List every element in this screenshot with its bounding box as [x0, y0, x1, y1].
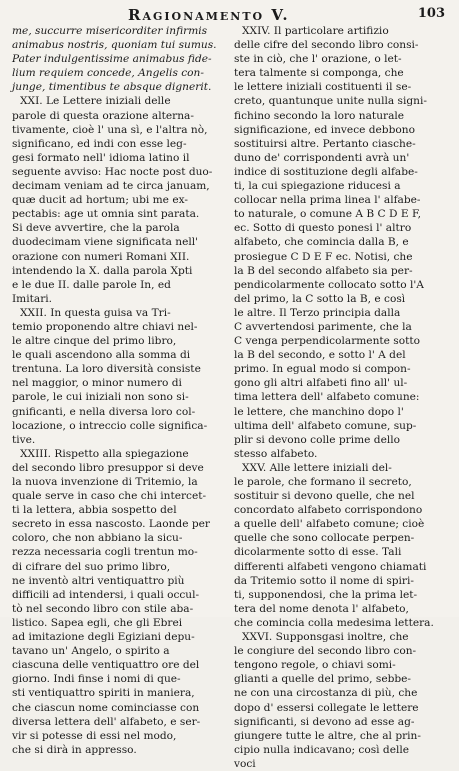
text-line: locazione, o intreccio colle significa-	[12, 419, 208, 432]
text-line: C venga perpendicolarmente sotto	[234, 335, 420, 348]
text-line: rezza necessaria cogli trentun mo-	[12, 546, 198, 559]
text-line: nel maggior, o minor numero di	[12, 377, 182, 390]
text-line: differenti alfabeti vengono chiamati	[234, 560, 427, 573]
text-line: tive.	[12, 433, 36, 446]
text-line: ste in ciò, che l' orazione, o let-	[234, 53, 402, 66]
text-line: giungere tutte le altre, che al prin-	[234, 729, 421, 742]
text-line: quæ ducit ad hortum; ubi me ex-	[12, 194, 188, 207]
text-line: ne inventò altri ventiquattro più	[12, 574, 185, 587]
text-line: pectabis: age ut omnia sint parata.	[12, 208, 200, 221]
text-line: delle cifre del secondo libro consi-	[234, 39, 419, 52]
text-line: ultima dell' alfabeto comune, sup-	[234, 419, 417, 432]
text-line: duno de' corrispondenti avrà un'	[234, 151, 410, 164]
text-line: secreto in essa nascosto. Laonde per	[12, 518, 210, 531]
text-line: XXII. In questa guisa va Tri-	[20, 306, 171, 319]
text-line: gnificanti, e nella diversa loro col-	[12, 405, 196, 418]
text-line: significano, ed indi con esse leg-	[12, 137, 187, 150]
text-line: alfabeto, che comincia dalla B, e	[234, 236, 409, 249]
text-line: gono gli altri alfabeti fino all' ul-	[234, 377, 408, 390]
running-title: Ragionamento V.	[128, 6, 290, 24]
text-line: le lettere iniziali costituenti il se-	[234, 81, 412, 94]
text-line: creto, quantunque unite nulla signi-	[234, 95, 427, 108]
text-line: cipio nulla indicavano; così delle	[234, 743, 410, 756]
text-line: parole, le cui iniziali non sono si-	[12, 391, 189, 404]
text-line: ciascuna delle ventiquattro ore del	[12, 659, 200, 672]
text-line: dicolarmente sotto di esse. Tali	[234, 546, 402, 559]
text-line: che comincia colla medesima lettera.	[234, 616, 434, 629]
text-line: sti ventiquattro spiriti in maniera,	[12, 687, 195, 700]
text-line: le quali ascendono alla somma di	[12, 349, 191, 362]
text-line: ne con una circostanza di più, che	[234, 687, 418, 700]
text-line: tivamente, cioè l' una sì, e l'altra nò,	[12, 123, 208, 136]
text-line: la B del secondo alfabeto sia per-	[234, 264, 413, 277]
text-line: ec. Sotto di questo ponesi l' altro	[234, 222, 412, 235]
text-line: le parole, che formano il secreto,	[234, 476, 412, 488]
text-line: Si deve avvertire, che la parola	[12, 222, 180, 235]
text-line: la B del secondo, e sotto l' A del	[234, 349, 406, 362]
text-line: da Tritemio sotto il nome di spiri-	[234, 574, 414, 587]
text-line: che ciascun nome cominciasse con	[12, 701, 200, 714]
text-line: tera del nome denota l' alfabeto,	[234, 602, 409, 615]
text-line: junge, timentibus te absque dignerit.	[12, 81, 212, 94]
text-line: e le due II. dalle parole In, ed	[12, 278, 171, 291]
text-line: seguente avviso: Hac nocte post duo-	[12, 165, 213, 178]
text-line: XXI. Le Lettere iniziali delle	[20, 95, 171, 108]
text-line: difficili ad intendersi, i quali occul-	[12, 588, 200, 601]
text-line: le lettere, che manchino dopo l'	[234, 405, 404, 418]
text-line: intendendo la X. dalla parola Xpti	[12, 264, 193, 277]
text-line: che si dirà in appresso.	[12, 743, 137, 756]
text-line: significanti, si devono ad esse ag-	[234, 715, 415, 728]
text-line: di cifrare del suo primo libro,	[12, 560, 171, 573]
text-line: giorno. Indi finse i nomi di que-	[12, 673, 181, 686]
text-line: decimam veniam ad te circa januam,	[12, 180, 210, 193]
text-line: Pater indulgentissime animabus fide-	[12, 53, 212, 66]
text-line: C avvertendosi parimente, che la	[234, 320, 412, 333]
text-line: concordato alfabeto corrispondono	[234, 504, 423, 517]
text-line: listico. Sapea egli, che gli Ebrei	[12, 616, 183, 629]
text-line: significazione, ed invece debbono	[234, 123, 415, 136]
text-line: tò nel secondo libro con stile aba-	[12, 602, 194, 615]
text-line: orazione con numeri Romani XII.	[12, 250, 190, 263]
text-line: XXIII. Rispetto alla spiegazione	[20, 447, 189, 460]
text-line: diversa lettera dell' alfabeto, e ser-	[12, 715, 201, 728]
left-text-column	[12, 24, 226, 756]
text-line: ti, la cui spiegazione riducesi a	[234, 180, 401, 193]
text-line: to naturale, o comune A B C D E F,	[234, 208, 422, 221]
text-line: ti, supponendosi, che la prima let-	[234, 588, 418, 601]
text-line: la nuova invenzione di Tritemio, la	[12, 476, 198, 488]
text-line: le congiure del secondo libro con-	[234, 645, 417, 658]
text-line: dopo d' essersi collegate le lettere	[234, 701, 419, 714]
text-line: XXIV. Il particolare artifizio	[242, 25, 389, 37]
text-line: le altre cinque del primo libro,	[12, 335, 177, 348]
text-line: del primo, la C sotto la B, e così	[234, 292, 406, 305]
text-line: plir si devono colle prime dello	[234, 433, 401, 446]
text-line: tavano un' Angelo, o spirito a	[12, 645, 170, 658]
page-number: 103	[417, 6, 445, 21]
text-line: quale serve in caso che chi intercet-	[12, 490, 207, 503]
text-line: le altre. Il Terzo principia dalla	[234, 306, 401, 319]
text-line: quelle che sono collocate perpen-	[234, 532, 415, 545]
text-line: voci	[234, 757, 256, 770]
text-line: lium requiem concede, Angelis con-	[12, 67, 204, 80]
text-line: animabus nostris, quoniam tui sumus.	[12, 39, 217, 52]
text-line: XXV. Alle lettere iniziali del-	[242, 461, 392, 474]
text-line: fichino secondo la loro naturale	[234, 109, 405, 122]
text-line: vir si potesse di essi nel modo,	[12, 729, 177, 742]
text-line: me, succurre misericorditer infirmis	[12, 25, 208, 37]
text-line: pendicolarmente collocato sotto l'A	[234, 278, 424, 291]
text-line: sostituirsi altre. Pertanto ciasche-	[234, 137, 416, 150]
text-line: trentuna. La loro diversità consiste	[12, 363, 201, 376]
text-line: XXVI. Supponsgasi inoltre, che	[242, 631, 409, 644]
text-line: parole di questa orazione alterna-	[12, 109, 194, 122]
text-line: a quelle dell' alfabeto comune; cioè	[234, 518, 425, 531]
text-line: ad imitazione degli Egiziani depu-	[12, 631, 195, 644]
text-line: ti la lettera, abbia sospetto del	[12, 504, 177, 517]
text-line: glianti a quelle del primo, sebbe-	[234, 673, 411, 686]
text-line: tera talmente si componga, che	[234, 67, 404, 80]
text-line: primo. In egual modo si compon-	[234, 363, 411, 376]
right-text-column	[234, 24, 447, 770]
text-line: tima lettera dell' alfabeto comune:	[234, 391, 420, 404]
text-line: sostituir si devono quelle, che nel	[234, 490, 415, 503]
text-line: temio proponendo altre chiavi nel-	[12, 320, 198, 333]
text-line: duodecimam viene significata nell'	[12, 236, 199, 249]
text-line: Imitari.	[12, 292, 53, 305]
text-line: coloro, che non abbiano la sicu-	[12, 532, 183, 545]
text-line: stesso alfabeto.	[234, 447, 318, 460]
text-line: collocar nella prima linea l' alfabe-	[234, 194, 421, 207]
text-line: prosiegue C D E F ec. Notisi, che	[234, 250, 413, 263]
text-line: gesi formato nell' idioma latino il	[12, 151, 190, 164]
text-line: tengono regole, o chiavi somi-	[234, 659, 396, 672]
page-header	[0, 4, 459, 26]
text-line: indice di sostituzione degli alfabe-	[234, 165, 418, 178]
text-line: del secondo libro presuppor si deve	[12, 461, 204, 474]
